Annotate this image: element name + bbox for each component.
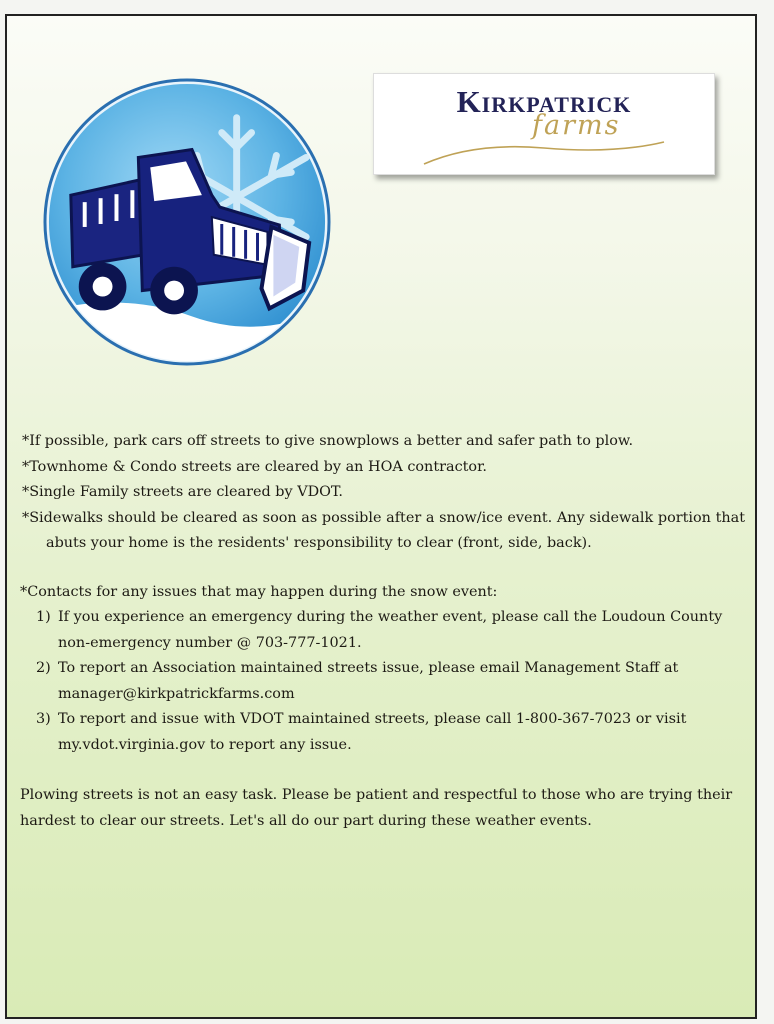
snowplow-truck-icon — [43, 78, 331, 366]
flyer — [5, 14, 757, 1019]
contact-number: 1) — [36, 609, 51, 625]
bullet-item: *Sidewalks should be cleared as soon as possible after a snow/ice event. Any sidewalk portion that abuts your home is the residents' responsibility to clear (front, side, back). — [22, 509, 745, 551]
contact-text: To report an Association maintained streets issue, please email Management Staff at manager@kirkpatrickfarms.com — [58, 660, 679, 702]
contact-text: If you experience an emergency during the weather event, please call the Loudoun County non-emergency number @ 703-777-1021. — [58, 609, 723, 651]
notice-body — [20, 429, 745, 834]
contacts-intro: *Contacts for any issues that may happen during the snow event: — [20, 583, 498, 600]
closing-paragraph: Plowing streets is not an easy task. Please be patient and respectful to those who are trying their hardest to clear our streets. Let's all do our part during these weather events. — [20, 787, 733, 829]
contact-text: To report and issue with VDOT maintained streets, please call 1-800-367-7023 or visit my.vdot.virginia.gov to report any issue. — [58, 711, 687, 753]
bullet-item: *If possible, park cars off streets to give snowplows a better and safer path to plow. — [22, 433, 634, 449]
logo-script: farms — [532, 110, 621, 141]
logo-wordmark: Kirkpatrick — [456, 84, 632, 119]
snowplow-emblem — [43, 78, 331, 366]
bullet-item: *Single Family streets are cleared by VDOT. — [22, 484, 343, 500]
contact-item — [36, 656, 745, 707]
contact-item — [36, 707, 745, 758]
contact-item — [36, 605, 745, 656]
bullet-item: *Townhome & Condo streets are cleared by an HOA contractor. — [22, 458, 487, 475]
contact-number: 2) — [36, 660, 51, 676]
logo-swash-icon — [414, 124, 674, 174]
contact-number: 3) — [36, 711, 51, 727]
kirkpatrick-farms-logo — [373, 73, 715, 175]
